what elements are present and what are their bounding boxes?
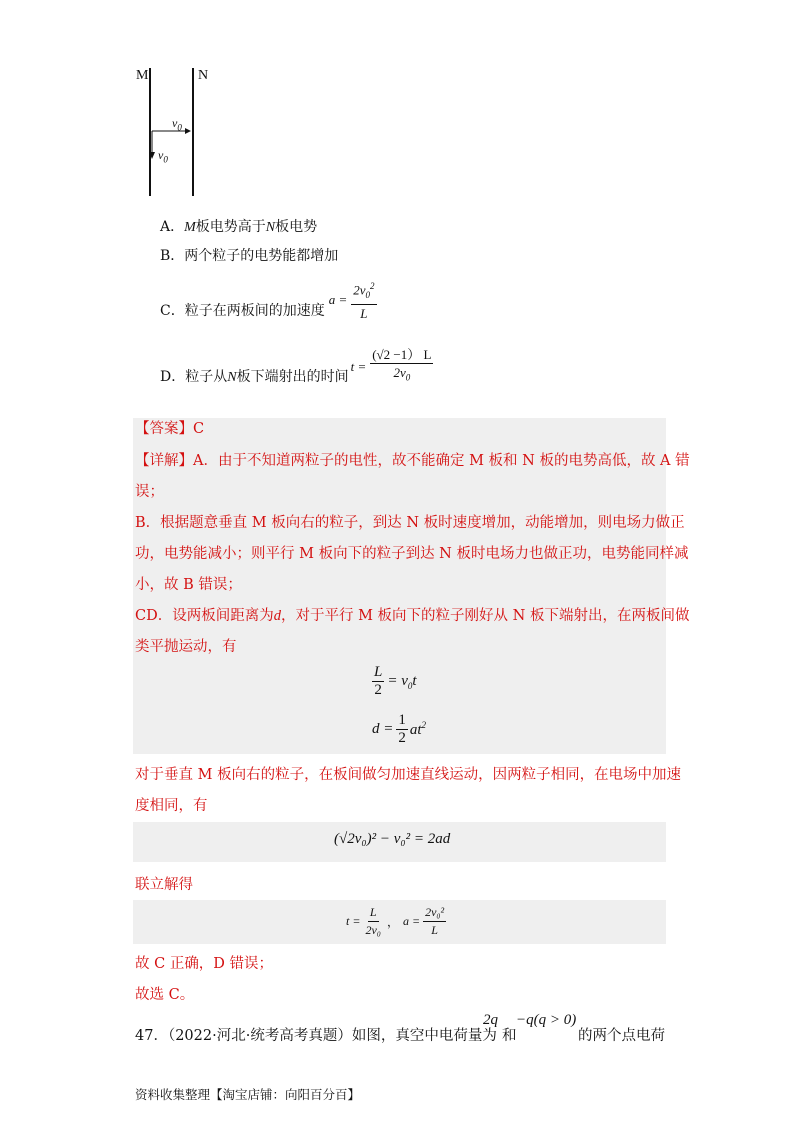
question-47-and: 和 — [502, 1028, 517, 1044]
option-c-lhs: a = — [328, 291, 348, 307]
equation-2: d = $\frac{1}{2}$ $at^2$ — [372, 712, 427, 746]
answer-label: 【答案】C — [135, 421, 205, 437]
option-c-fraction: $\frac{2v_0^2}{L}$ — [351, 278, 376, 322]
option-c[interactable]: C．粒子在两板间的加速度 a = $\frac{2v_0^2}{L}$ — [160, 278, 377, 322]
velocity-right-label: $v_0$ — [172, 116, 182, 133]
detail-line-2: 误； — [135, 484, 164, 500]
detail-cd-line-2: 类平抛运动，有 — [135, 639, 237, 655]
joint-solve: 联立解得 — [135, 877, 193, 893]
footer — [135, 1085, 360, 1103]
detail-b-line-2: 功，电势能减小；则平行 M 板向下的粒子到达 N 板时电场力也做正功，电势能同样减 — [135, 546, 689, 562]
plate-n-label: N — [198, 68, 209, 83]
charge-minus-q: −q(q > 0) — [516, 1012, 577, 1028]
arrow-right-head — [185, 128, 191, 134]
question-47-text-1: 47．（2022·河北·统考高考真题）如图，真空中电荷量为 — [135, 1028, 497, 1044]
option-a[interactable]: A．M板电势高于N板电势 — [160, 219, 318, 235]
detail-b-line-3: 小，故 B 错误； — [135, 577, 242, 593]
velocity-down-label: $v_0$ — [158, 148, 168, 165]
option-d[interactable]: D．粒子从N板下端射出的时间 t = $\frac{(√2 -1) L}{2v_0}$ — [160, 347, 432, 385]
question-47 — [135, 1012, 675, 1052]
charge-2q: 2q — [483, 1012, 498, 1028]
equation-4: t = $\frac{L}{\text{2v₀}}$ ， a = $\frac{\text{2v₀²}}{L}$ — [346, 905, 445, 937]
perp-line-2: 度相同，有 — [135, 798, 208, 814]
equation-1: $\frac{L}{2}$ = $v_0t$ — [374, 664, 417, 698]
detail-cd-line-1: CD．设两板间距离为d，对于平行 M 板向下的粒子刚好从 N 板下端射出，在两板间做 — [135, 608, 690, 624]
detail-line-1: 【详解】A．由于不知道两粒子的电性，故不能确定 M 板和 N 板的电势高低，故 A 错 — [135, 453, 690, 469]
detail-b-line-1: B．根据题意垂直 M 板向右的粒子，到达 N 板时速度增加，动能增加，则电场力做正 — [135, 515, 685, 531]
conclusion-1: 故 C 正确，D 错误； — [135, 956, 274, 972]
option-d-lhs: t = — [350, 358, 367, 374]
conclusion-2: 故选 C。 — [135, 987, 195, 1003]
option-b[interactable]: B．两个粒子的电势能都增加 — [160, 248, 339, 264]
option-d-fraction: $\frac{(√2 -1) L}{2v_0}$ — [372, 347, 432, 383]
plate-m-label: M — [136, 68, 149, 83]
perp-line-1: 对于垂直 M 板向右的粒子，在板间做匀加速直线运动，因两粒子相同，在电场中加速 — [135, 767, 682, 783]
footer-text: 资料收集整理【淘宝店铺：向阳百分百】 — [135, 1087, 361, 1102]
equation-3: (√2v₀)² − v₀² = 2ad — [334, 831, 451, 847]
question-47-text-2: 的两个点电荷 — [578, 1028, 665, 1044]
plates-figure — [130, 60, 230, 200]
